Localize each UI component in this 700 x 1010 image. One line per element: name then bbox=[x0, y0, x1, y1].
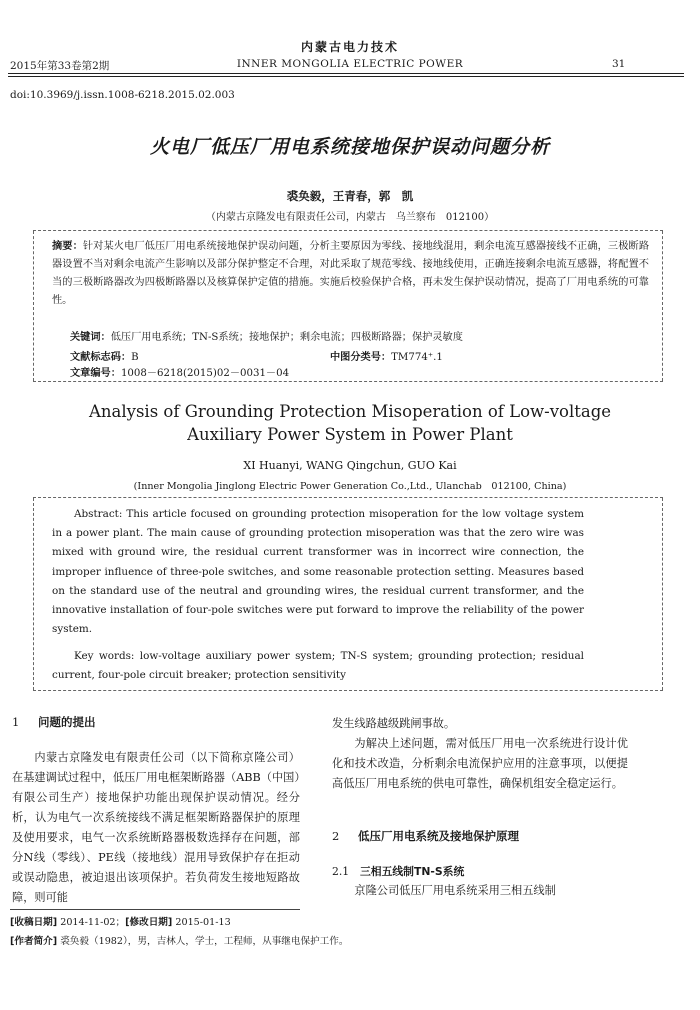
abstract-cn bbox=[52, 238, 649, 310]
section-2-1-number: 2.1 bbox=[332, 865, 350, 878]
clc-label: 中图分类号： bbox=[330, 352, 392, 363]
title-cn: 火电厂低压厂用电系统接地保护误动问题分析 bbox=[149, 136, 550, 158]
section-2-1-paragraph: 京隆公司低压厂用电系统采用三相五线制 bbox=[354, 884, 556, 897]
abstract-en-text: This article focused on grounding protection misoperation for the low voltage system in a power plant. The main cause of grounding protection misoperation was that the zero wire was mixed with ground wire, the residual current transformer was in incorrect wire connection, the improper influence of three-pole switches, and some reasonable protection setting. Measures based on the standard use of the neutral and grounding wires, the residual current transformer, and the innovative installation of four-pole switches were put forward to improve the reliability of the power system. bbox=[52, 508, 585, 636]
author-bio-label: [作者简介] bbox=[10, 936, 58, 947]
abstract-en-label: Abstract: bbox=[74, 508, 123, 520]
keywords-en bbox=[52, 647, 584, 685]
abstract-en bbox=[52, 505, 584, 639]
section-1-paragraph: 内蒙古京隆发电有限责任公司（以下简称京隆公司）在基建调试过程中，低压厂用电框架断路器（ABB（中国）有限公司生产）接地保护功能出现保护误动情况。经分析，认为电气一次系统接线不满足框架断路器保护的原理及使用要求，电气一次系统断路器极数选择存在问题，部分N线（零线）、PE线（接地线）混用导致保护存在拒动或误动隐患，被迫退出该项保护。若负荷发生接地短路故障，则可能 bbox=[12, 751, 300, 904]
doc-code-value: B bbox=[131, 352, 139, 363]
page-number: 31 bbox=[612, 58, 626, 70]
doi: doi:10.3969/j.issn.1008-6218.2015.02.003 bbox=[10, 89, 235, 101]
section-1-continuation: 发生线路越级跳闸事故。 bbox=[332, 717, 456, 730]
clc-value: TM774⁺.1 bbox=[391, 352, 443, 363]
received-date: 2014-11-02； bbox=[60, 917, 126, 928]
section-2-1-heading bbox=[332, 864, 464, 879]
section-1-title: 问题的提出 bbox=[38, 715, 96, 729]
footnote-dates bbox=[10, 914, 231, 928]
journal-name-cn: 内蒙古电力技术 bbox=[300, 40, 399, 54]
revised-label: [修改日期] bbox=[125, 917, 173, 928]
section-1-paragraph-2: 为解决上述问题，需对低压厂用电一次系统进行设计优化和技术改造，分析剩余电流保护应用的注意事项，以便提高低压厂用电系统的供电可靠性，确保机组安全稳定运行。 bbox=[332, 737, 628, 790]
authors-cn: 裘奂毅，王青春，郭 凯 bbox=[286, 189, 414, 203]
article-no-value: 1008－6218(2015)02－0031－04 bbox=[120, 368, 290, 379]
doc-code-label: 文献标志码： bbox=[70, 352, 132, 363]
affiliation-cn: （内蒙古京隆发电有限责任公司，内蒙古 乌兰察布 012100） bbox=[205, 212, 495, 223]
authors-en: XI Huanyi, WANG Qingchun, GUO Kai bbox=[243, 459, 457, 472]
section-2-heading bbox=[332, 828, 519, 844]
journal-name-en: INNER MONGOLIA ELECTRIC POWER bbox=[236, 58, 464, 70]
keywords-cn-text: 低压厂用电系统；TN-S系统；接地保护；剩余电流；四极断路器；保护灵敏度 bbox=[110, 332, 463, 343]
revised-date: 2015-01-13 bbox=[175, 917, 231, 928]
section-2-1-title: 三相五线制TN-S系统 bbox=[360, 865, 465, 878]
author-bio: 裘奂毅（1982），男，吉林人，学士，工程师，从事继电保护工作。 bbox=[60, 936, 349, 947]
keywords-en-text: low-voltage auxiliary power system; TN-S system; grounding protection; residual current, four-pole circuit breaker; protection sensitivity bbox=[52, 650, 584, 682]
section-1-number: 1 bbox=[12, 715, 20, 729]
article-no-label: 文章编号： bbox=[70, 368, 121, 379]
header-rule-thick bbox=[8, 73, 684, 74]
issue-info: 2015年第33卷第2期 bbox=[10, 60, 110, 72]
document-code bbox=[70, 348, 139, 363]
section-1-heading bbox=[12, 714, 96, 730]
footnote-author bbox=[10, 933, 348, 947]
keywords-cn-label: 关键词： bbox=[70, 332, 111, 343]
clc-number bbox=[330, 348, 443, 363]
section-2-number: 2 bbox=[332, 829, 340, 843]
footnote-rule bbox=[10, 909, 300, 910]
header-rule-thin bbox=[8, 76, 684, 77]
keywords-en-label: Key words: bbox=[74, 650, 135, 662]
title-en: Analysis of Grounding Protection Misoperation of Low-voltage Auxiliary Power System in Power Plant bbox=[88, 402, 612, 444]
section-2-title: 低压厂用电系统及接地保护原理 bbox=[358, 829, 519, 843]
abstract-cn-label: 摘要： bbox=[52, 241, 83, 252]
keywords-cn bbox=[70, 328, 650, 343]
affiliation-en: (Inner Mongolia Jinglong Electric Power Generation Co.,Ltd., Ulanchab 012100, China) bbox=[133, 481, 567, 492]
article-number bbox=[70, 364, 289, 379]
received-label: [收稿日期] bbox=[10, 917, 58, 928]
abstract-cn-text: 针对某火电厂低压厂用电系统接地保护误动问题，分析主要原因为零线、接地线混用，剩余电流互感器接线不正确，三极断路器设置不当对剩余电流产生影响以及部分保护整定不合理，对此采取了规范零线、接地线使用，正确连接剩余电流互感器，将配置不当的三极断路器改为四极断路器以及核算保护定值的措施。实施后校验保护合格，再未发生保护误动情况，提高了厂用电系统的可靠性。 bbox=[52, 241, 649, 306]
